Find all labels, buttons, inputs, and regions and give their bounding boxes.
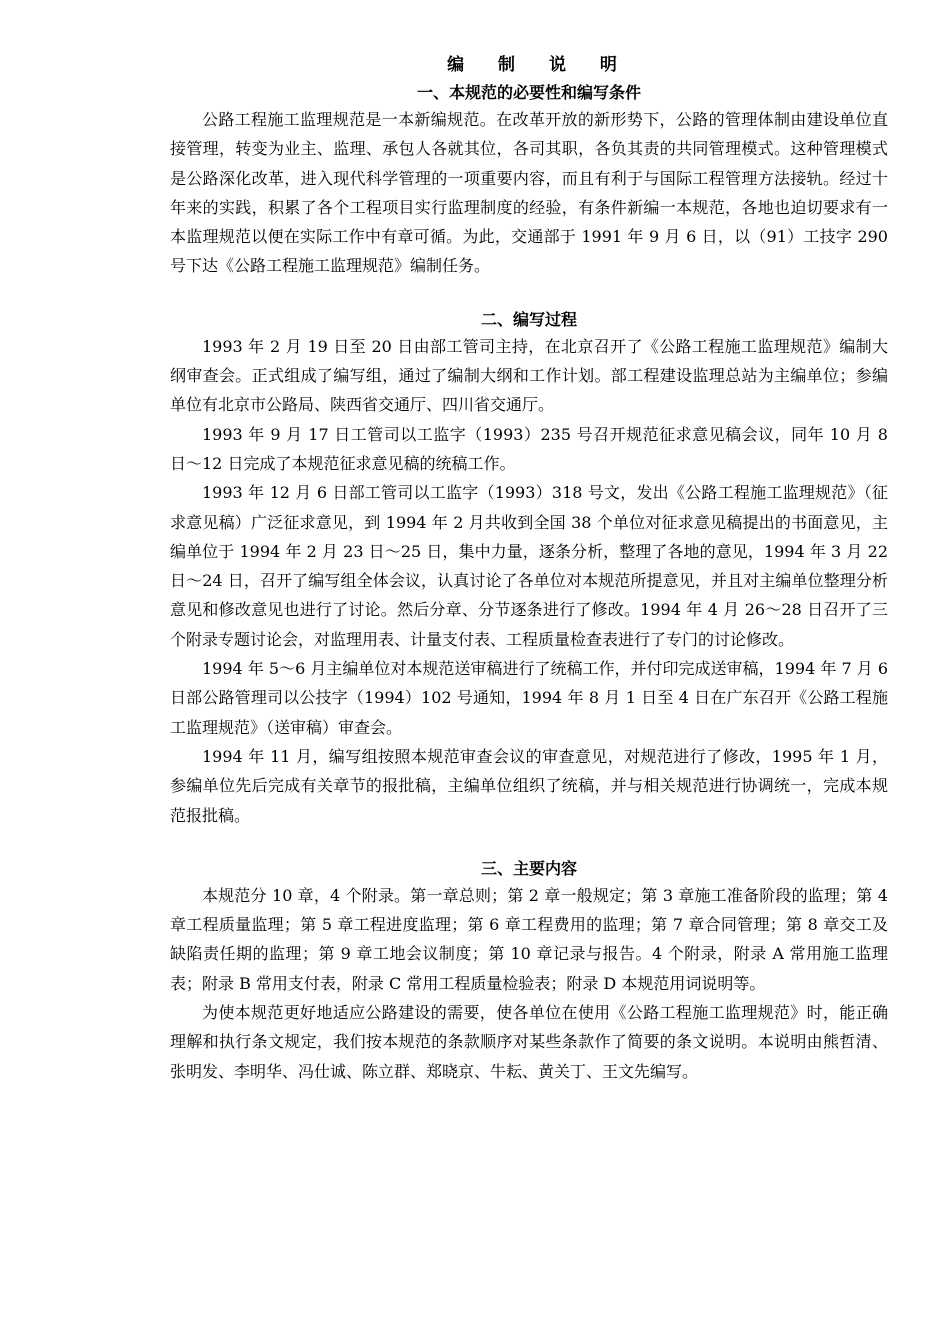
paragraph: 1994 年 11 月，编写组按照本规范审查会议的审查意见，对规范进行了修改，1995 年 1 月，参编单位先后完成有关章节的报批稿，主编单位组织了统稿，并与相关规范进行协调统一，完成本规范报批稿。 <box>170 746 888 825</box>
document-page <box>170 50 888 1086</box>
document-title: 编 制 说 明 <box>447 55 631 75</box>
section-heading: 三、主要内容 <box>480 858 577 878</box>
paragraph: 1993 年 9 月 17 日工管司以工监字（1993）235 号召开规范征求意见稿会议，同年 10 月 8 日～12 日完成了本规范征求意见稿的统稿工作。 <box>170 424 888 473</box>
paragraph: 为使本规范更好地适应公路建设的需要，使各单位在使用《公路工程施工监理规范》时，能正确理解和执行条文规定，我们按本规范的条款顺序对某些条款作了简要的条文说明。本说明由熊哲清、张明发、李明华、冯仕诚、陈立群、郑晓京、牛耘、黄关丁、王文先编写。 <box>170 1003 888 1081</box>
section-content <box>170 856 888 1086</box>
paragraph: 1993 年 2 月 19 日至 20 日由部工管司主持，在北京召开了《公路工程施工监理规范》编制大纲审查会。正式组成了编写组，通过了编制大纲和工作计划。部工程建设监理总站为主编单位；参编单位有北京市公路局、陕西省交通厅、四川省交通厅。 <box>170 336 888 415</box>
section-heading: 一、本规范的必要性和编写条件 <box>416 83 641 102</box>
section-process <box>170 307 888 830</box>
section-necessity <box>170 80 888 281</box>
paragraph: 1993 年 12 月 6 日部工管司以工监字（1993）318 号文，发出《公路工程施工监理规范》（征求意见稿）广泛征求意见，到 1994 年 2 月共收到全国 38 个单位对征求意见稿提出的书面意见，主编单位于 1994 年 2 月 23 日～25 日，集中力量，逐条分析，整理了各地的意见，1994 年 3 月 22 日～24 日，召开了编写组全体会议，认真讨论了各单位对本规范所提意见，并且对主编单位整理分析意见和修改意见也进行了讨论。然后分章、分节逐条进行了修改。1994 年 4 月 26～28 日召开了三个附录专题讨论会，对监理用表、计量支付表、工程质量检查表进行了专门的讨论修改。 <box>170 483 888 649</box>
section-heading: 二、编写过程 <box>480 309 577 329</box>
paragraph: 1994 年 5～6 月主编单位对本规范送审稿进行了统稿工作，并付印完成送审稿，1994 年 7 月 6 日部公路管理司以公技字（1994）102 号通知，1994 年 8 月 1 日至 4 日在广东召开《公路工程施工监理规范》（送审稿）审查会。 <box>170 659 888 737</box>
paragraph: 本规范分 10 章，4 个附录。第一章总则；第 2 章一般规定；第 3 章施工准备阶段的监理；第 4 章工程质量监理；第 5 章工程进度监理；第 6 章工程费用的监理；第 7 章合同管理；第 8 章交工及缺陷责任期的监理；第 9 章工地会议制度；第 10 章记录与报告。4 个附录，附录 A 常用施工监理表；附录 B 常用支付表，附录 C 常用工程质量检验表；附录 D 本规范用词说明等。 <box>170 885 888 993</box>
paragraph: 公路工程施工监理规范是一本新编规范。在改革开放的新形势下，公路的管理体制由建设单位直接管理，转变为业主、监理、承包人各就其位，各司其职，各负其责的共同管理模式。这种管理模式是公路深化改革，进入现代科学管理的一项重要内容，而且有利于与国际工程管理方法接轨。经过十年来的实践，积累了各个工程项目实行监理制度的经验，有条件新编一本规范，各地也迫切要求有一本监理规范以便在实际工作中有章可循。为此，交通部于 1991 年 9 月 6 日，以（91）工技字 290 号下达《公路工程施工监理规范》编制任务。 <box>170 110 888 276</box>
